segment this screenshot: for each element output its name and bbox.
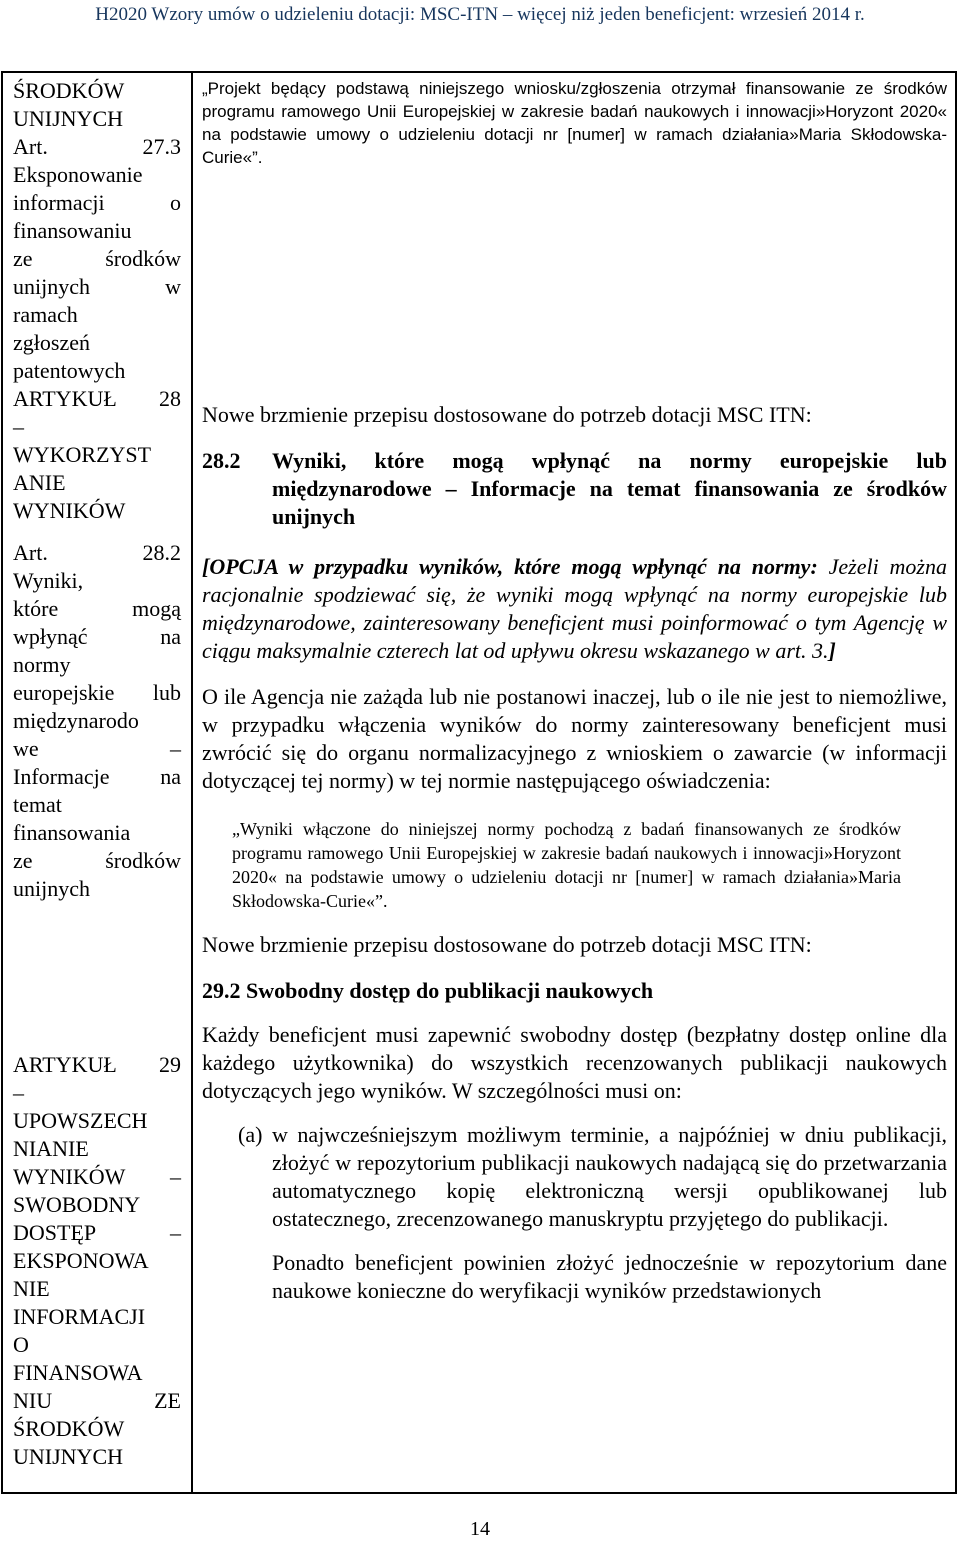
note-new-wording-2: Nowe brzmienie przepisu dostosowane do potrzeb dotacji MSC ITN:	[202, 932, 812, 957]
left-line: ARTYKUŁ 29	[13, 1052, 181, 1077]
left-line: Wyniki,	[13, 568, 84, 593]
left-line: WYNIKÓW	[13, 498, 126, 523]
section-heading-28-2	[202, 447, 947, 531]
left-line: WYKORZYST	[13, 442, 152, 467]
left-line: ramach	[13, 302, 78, 327]
section-heading-29-2: 29.2 Swobodny dostęp do publikacji naukowych	[202, 978, 654, 1003]
left-line: europejskie lub	[13, 680, 181, 705]
list-item-a	[202, 1121, 947, 1233]
left-line: patentowych	[13, 358, 126, 383]
left-block-art-28-2	[13, 539, 181, 903]
left-line: które mogą	[13, 596, 181, 621]
left-column	[13, 77, 181, 1469]
column-divider	[191, 73, 193, 1492]
left-line: UNIJNYCH	[13, 106, 123, 131]
left-line: finansowania	[13, 820, 131, 845]
option-label: [OPCJA w przypadku wyników, które mogą wpłynąć na normy:	[202, 554, 818, 579]
left-block-article-28	[13, 77, 181, 525]
left-line: O	[13, 1332, 29, 1357]
paragraph-research-data: Ponadto beneficjent powinien złożyć jednocześnie w repozytorium dane naukowe konieczne do weryfikacji wyników przedstawionych	[272, 1250, 947, 1303]
left-line: Eksponowanie	[13, 162, 143, 187]
left-line: EKSPONOWA	[13, 1248, 149, 1273]
left-line: FINANSOWA	[13, 1360, 143, 1385]
left-line: ŚRODKÓW	[13, 78, 125, 103]
left-line: SWOBODNY	[13, 1192, 141, 1217]
section-title: Wyniki, które mogą wpłynąć na normy europejskie lub międzynarodowe – Informacje na temat finansowania ze środków unijnych	[272, 448, 947, 529]
left-line: Informacje na	[13, 764, 181, 789]
page-number: 14	[470, 1518, 490, 1540]
option-text: Jeżeli można racjonalnie spodziewać się, że wyniki mogą wpłynąć na normy europejskie lub międzynarodowe, zainteresowany beneficjent musi poinformować o tym Agencję w ciągu maksymalnie czterech lat od upływu okresu wskazanego w art. 3.	[202, 554, 947, 663]
left-block-article-29	[13, 1051, 181, 1471]
left-line: WYNIKÓW –	[13, 1164, 181, 1189]
left-line: normy	[13, 652, 71, 677]
left-line: Art. 28.2	[13, 540, 181, 565]
left-line: Art. 27.3	[13, 134, 181, 159]
left-line: ANIE	[13, 470, 66, 495]
section-number: 28.2	[202, 448, 241, 473]
left-line: finansowaniu	[13, 218, 132, 243]
document-header: H2020 Wzory umów o udzieleniu dotacji: MSC-ITN – więcej niż jeden beneficjent: wrzesień 2014 r.	[95, 4, 865, 25]
left-line: NIE	[13, 1276, 50, 1301]
option-close: ]	[828, 638, 836, 663]
left-line: UNIJNYCH	[13, 1444, 123, 1469]
left-line: NIANIE	[13, 1136, 89, 1161]
left-line: we –	[13, 736, 181, 761]
left-line: INFORMACJI	[13, 1304, 146, 1329]
left-line: DOSTĘP –	[13, 1220, 181, 1245]
left-line: –	[13, 1080, 24, 1105]
left-line: ŚRODKÓW	[13, 1416, 125, 1441]
left-line: unijnych w	[13, 274, 181, 299]
left-line: ze środków	[13, 246, 181, 271]
note-new-wording: Nowe brzmienie przepisu dostosowane do potrzeb dotacji MSC ITN:	[202, 402, 812, 427]
option-paragraph	[202, 553, 947, 665]
list-item-text: w najwcześniejszym możliwym terminie, a najpóźniej w dniu publikacji, złożyć w repozytorium publikacji naukowych nadającą się do przetwarzania automatycznego kopię elektroniczną wersji opublikowanej lub ostatecznego, zrecenzowanego manuskryptu przyjętego do publikacji.	[272, 1122, 947, 1231]
left-line: UPOWSZECH	[13, 1108, 148, 1133]
left-line: wpłynąć na	[13, 624, 181, 649]
left-line: unijnych	[13, 876, 90, 901]
provisions-table	[1, 71, 957, 1494]
left-line: temat	[13, 792, 62, 817]
paragraph-open-access: Każdy beneficjent musi zapewnić swobodny dostęp (bezpłatny dostęp online dla każdego użytkownika) do wszystkich recenzowanych publikacji naukowych dotyczących jego wyników. W szczególności musi on:	[202, 1022, 947, 1103]
funding-statement-quote: „Projekt będący podstawą niniejszego wniosku/zgłoszenia otrzymał finansowanie ze środków programu ramowego Unii Europejskiej w zakresie badań naukowych i innowacji»Horyzont 2020« na podstawie umowy o udzieleniu dotacji nr [numer] w ramach działania»Maria Skłodowska-Curie«”.	[202, 79, 947, 167]
paragraph-standardization: O ile Agencja nie zażąda lub nie postanowi inaczej, lub o ile nie jest to niemożliwe, w przypadku włączenia wyników do normy zainteresowany beneficjent musi zwrócić się do organu normalizacyjnego z wnioskiem o zawarcie (w informacji dotyczącej tej normy) w tej normie następującego oświadczenia:	[202, 684, 947, 793]
right-column	[202, 77, 947, 1327]
left-line: zgłoszeń	[13, 330, 90, 355]
left-line: –	[13, 414, 24, 439]
left-line: międzynarodo	[13, 708, 139, 733]
list-item-label: (a)	[238, 1122, 263, 1147]
left-line: informacji o	[13, 190, 181, 215]
left-line: ze środków	[13, 848, 181, 873]
left-line: ARTYKUŁ 28	[13, 386, 181, 411]
left-line: NIU ZE	[13, 1388, 181, 1413]
standard-statement-quote: „Wyniki włączone do niniejszej normy pochodzą z badań finansowanych ze środków programu ramowego Unii Europejskiej w zakresie badań naukowych i innowacji»Horyzont 2020« na podstawie umowy o udzieleniu dotacji nr [numer] w ramach działania»Maria Skłodowska-Curie«”.	[232, 819, 901, 911]
